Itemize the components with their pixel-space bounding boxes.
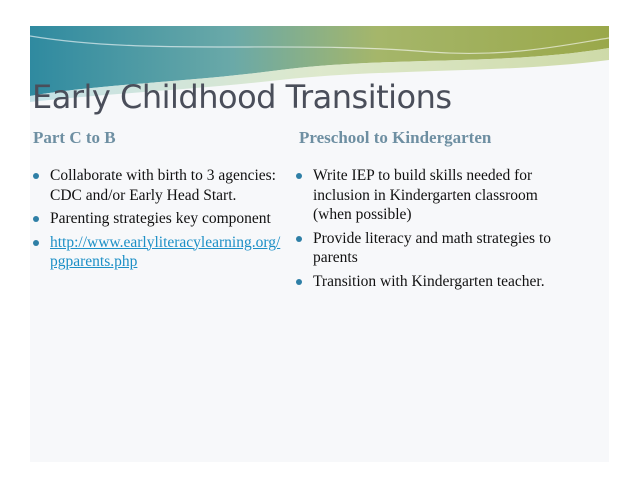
list-item (296, 272, 564, 292)
bullet-icon (33, 173, 39, 179)
list-item-text: Collaborate with birth to 3 agencies: CDC and/or Early Head Start. (50, 167, 276, 204)
bullet-icon (33, 240, 39, 246)
list-item (33, 233, 288, 272)
list-item-text: Parenting strategies key component (50, 210, 271, 227)
list-item (33, 166, 288, 205)
bullet-icon (296, 279, 302, 285)
left-column-heading: Part C to B (33, 128, 116, 147)
parents-resource-link[interactable]: http://www.earlyliteracylearning.org/pgparents.php (50, 233, 281, 270)
left-bullet-list (33, 166, 288, 276)
bullet-icon (296, 173, 302, 179)
bullet-icon (296, 236, 302, 242)
list-item (296, 166, 564, 225)
right-bullet-list (296, 166, 564, 295)
slide-title: Early Childhood Transitions (32, 78, 452, 116)
list-item (296, 229, 564, 268)
list-item-text: Write IEP to build skills needed for inclusion in Kindergarten classroom (when possible) (313, 167, 538, 223)
right-column-heading: Preschool to Kindergarten (299, 128, 492, 147)
list-item-text: Provide literacy and math strategies to parents (313, 229, 552, 266)
list-item-text: Transition with Kindergarten teacher. (313, 272, 545, 290)
list-item (33, 209, 288, 229)
bullet-icon (33, 216, 39, 222)
